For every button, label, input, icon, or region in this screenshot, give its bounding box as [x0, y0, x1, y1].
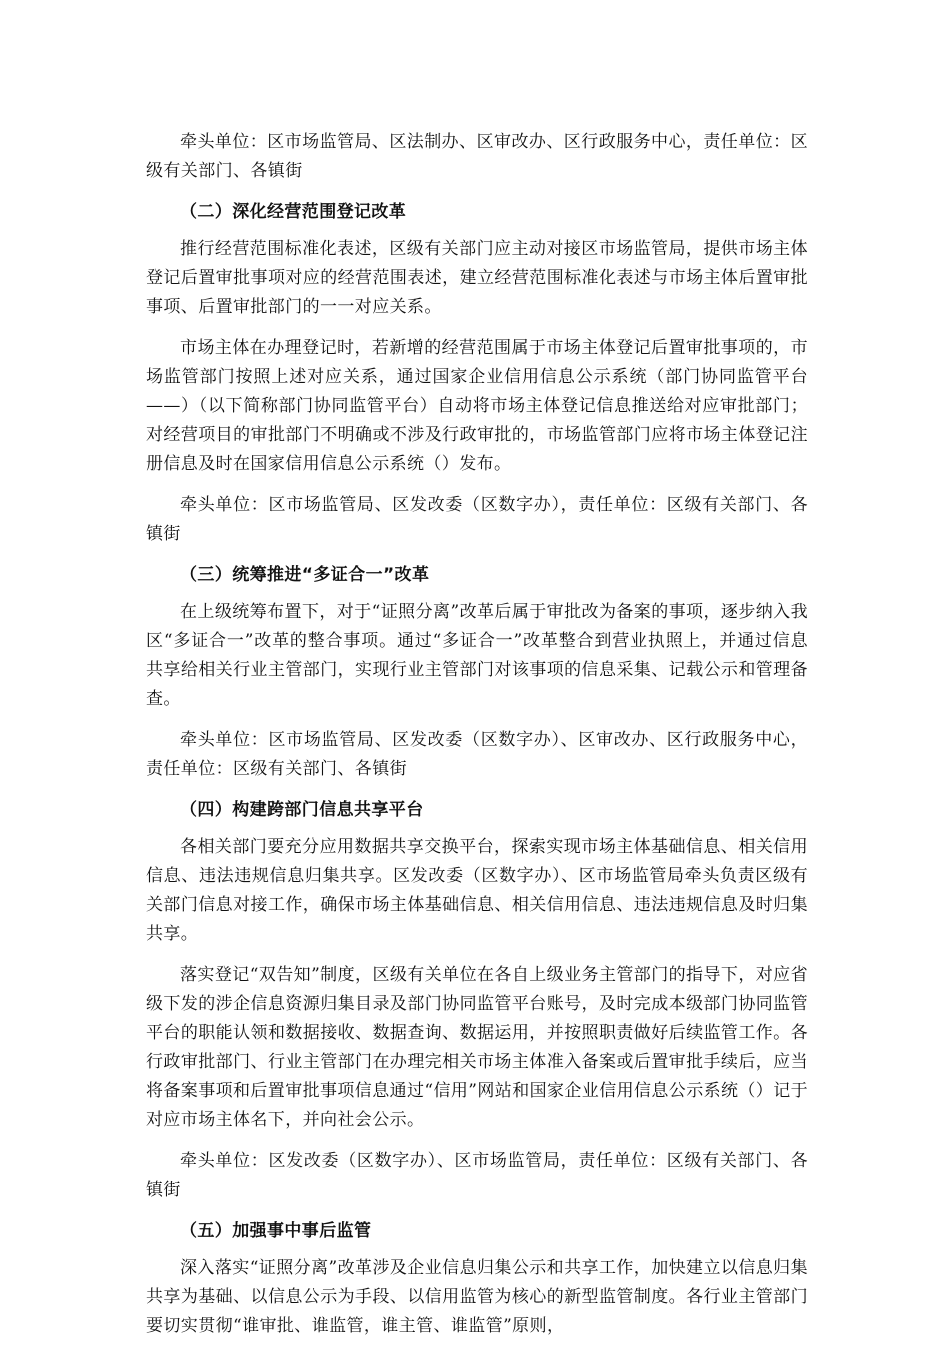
body-paragraph: 市场主体在办理登记时，若新增的经营范围属于市场主体登记后置审批事项的，市场监管部门按照上述对应关系，通过国家企业信用信息公示系统（部门协同监管平台——）（以下简称部门协同监管平台）自动将市场主体登记信息推送给对应审批部门；对经营项目的审批部门不明确或不涉及行政审批的，市场监管部门应将市场主体登记注册信息及时在国家信用信息公示系统（）发布。	[146, 338, 808, 474]
body-paragraph: 推行经营范围标准化表述，区级有关部门应主动对接区市场监管局，提供市场主体登记后置审批事项对应的经营范围表述，建立经营范围标准化表述与市场主体后置审批事项、后置审批部门的一一对应关系。	[146, 239, 808, 317]
responsibility-note: 牵头单位：区市场监管局、区法制办、区审改办、区行政服务中心，责任单位：区级有关部门、各镇街	[146, 132, 808, 181]
body-paragraph: 各相关部门要充分应用数据共享交换平台，探索实现市场主体基础信息、相关信用信息、违法违规信息归集共享。区发改委（区数字办）、区市场监管局牵头负责区级有关部门信息对接工作，确保市场主体基础信息、相关信用信息、违法违规信息及时归集共享。	[146, 837, 808, 944]
section-heading: （三）统筹推进“多证合一”改革	[180, 565, 430, 585]
section-heading: （二）深化经营范围登记改革	[180, 202, 407, 222]
body-paragraph: 在上级统筹布置下，对于“证照分离”改革后属于审批改为备案的事项，逐步纳入我区“多证合一”改革的整合事项。通过“多证合一”改革整合到营业执照上，并通过信息共享给相关行业主管部门，实现行业主管部门对该事项的信息采集、记载公示和管理备查。	[146, 602, 808, 709]
responsibility-note: 牵头单位：区市场监管局、区发改委（区数字办）、区审改办、区行政服务中心，责任单位：区级有关部门、各镇街	[146, 730, 808, 779]
body-paragraph: 深入落实“证照分离”改革涉及企业信息归集公示和共享工作，加快建立以信息归集共享为基础、以信息公示为手段、以信用监管为核心的新型监管制度。各行业主管部门要切实贯彻“谁审批、谁监管，谁主管、谁监管”原则，	[146, 1258, 808, 1336]
responsibility-note: 牵头单位：区市场监管局、区发改委（区数字办），责任单位：区级有关部门、各镇街	[146, 495, 808, 544]
section-heading: （五）加强事中事后监管	[180, 1221, 372, 1241]
responsibility-note: 牵头单位：区发改委（区数字办）、区市场监管局，责任单位：区级有关部门、各镇街	[146, 1151, 808, 1200]
document-page	[146, 128, 808, 1353]
body-paragraph: 落实登记“双告知”制度，区级有关单位在各自上级业务主管部门的指导下，对应省级下发的涉企信息资源归集目录及部门协同监管平台账号，及时完成本级部门协同监管平台的职能认领和数据接收、数据查询、数据运用，并按照职责做好后续监管工作。各行政审批部门、行业主管部门在办理完相关市场主体准入备案或后置审批手续后，应当将备案事项和后置审批事项信息通过“信用”网站和国家企业信用信息公示系统（）记于对应市场主体名下，并向社会公示。	[146, 965, 808, 1130]
section-heading: （四）构建跨部门信息共享平台	[180, 800, 424, 820]
